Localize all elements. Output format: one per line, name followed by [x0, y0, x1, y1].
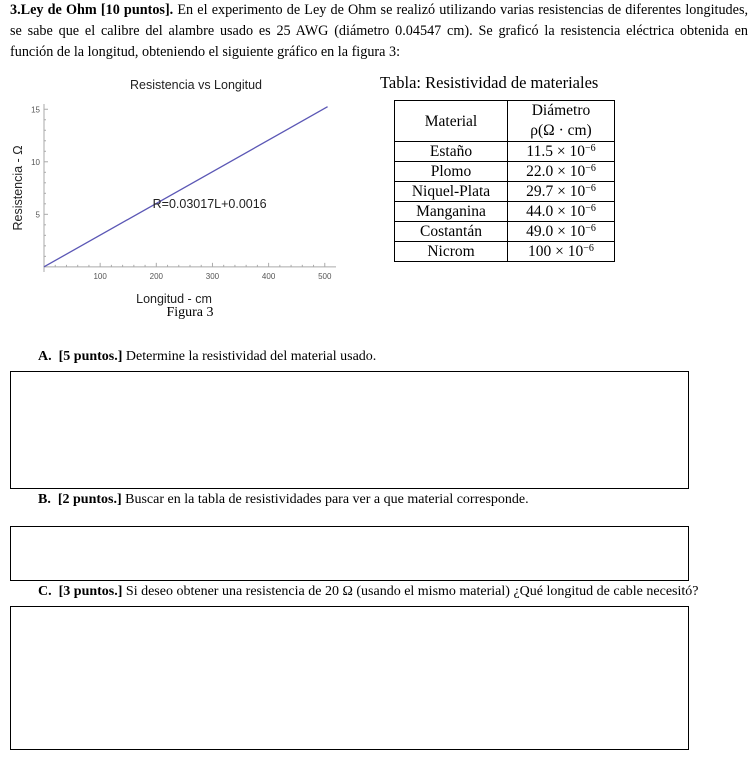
resistivity-exponent: −6: [585, 163, 596, 174]
question-b-points: [2 puntos.]: [57, 492, 122, 507]
resistivity-exponent: −6: [585, 183, 596, 194]
resistivity-mantissa: 29.7: [526, 183, 554, 200]
question-a-points: [5 puntos.]: [58, 349, 123, 364]
times-sign: ×: [557, 163, 566, 180]
table-row: [395, 142, 615, 162]
y-tick-label: 15: [31, 105, 40, 115]
answer-box-b[interactable]: [10, 526, 689, 581]
problem-text: En el experimento de Ley de Ohm se realizó utilizando varias resistencias de diferentes longitudes, se sabe que el calibre del alambre usado es 25 AWG (diámetro 0.04547 cm). Se graficó la resistencia eléctrica obtenida en función de la longitud, obteniendo el siguiente gráfico en la figura 3:: [10, 2, 749, 60]
table-row: [395, 242, 615, 262]
material-cell: Nicrom: [395, 242, 508, 262]
table-header-material: Material: [395, 101, 508, 142]
resistivity-cell: [508, 202, 615, 222]
resistivity-cell: [508, 222, 615, 242]
resistivity-mantissa: 49.0: [526, 223, 554, 240]
question-a-label: A.: [38, 349, 52, 364]
chart-svg: [8, 72, 348, 322]
problem-heading: 3.Ley de Ohm [10 puntos].: [10, 2, 174, 18]
answer-box-c[interactable]: [10, 606, 689, 750]
times-sign: ×: [556, 143, 566, 160]
figure-caption: Figura 3: [166, 305, 214, 320]
question-a-text: Determine la resistividad del material usado.: [125, 349, 377, 364]
resistivity-mantissa: 11.5: [526, 143, 553, 160]
x-axis-label: Longitud - cm: [136, 292, 212, 306]
problem-statement: [10, 0, 748, 63]
resistivity-mantissa: 100: [528, 243, 552, 260]
question-b-text: Buscar en la tabla de resistividades para ver a que material corresponde.: [125, 492, 529, 507]
table-row: [395, 162, 615, 182]
x-tick-label: 300: [205, 271, 220, 281]
table-header-diameter: [508, 101, 615, 142]
resistance-chart: [8, 72, 348, 322]
resistivity-exponent: −6: [585, 203, 596, 214]
question-c-label: C.: [38, 584, 52, 599]
resistivity-base: 10: [569, 163, 586, 180]
table-title: Tabla: Resistividad de materiales: [380, 73, 599, 92]
resistivity-cell: [508, 242, 615, 262]
x-tick-label: 400: [261, 271, 276, 281]
resistivity-cell: [508, 182, 615, 202]
x-tick-label: 500: [318, 271, 332, 281]
resistivity-cell: [508, 142, 615, 162]
table-row: [395, 182, 615, 202]
series-line: [44, 107, 328, 267]
resistivity-base: 10: [569, 203, 586, 220]
table-row: [395, 222, 615, 242]
x-tick-label: 200: [149, 271, 163, 281]
table-row: [395, 202, 615, 222]
y-tick-label: 5: [35, 210, 40, 220]
resistivity-base: 10: [567, 243, 584, 260]
resistivity-cell: [508, 162, 615, 182]
material-cell: Costantán: [395, 222, 508, 242]
material-cell: Estaño: [395, 142, 508, 162]
question-c-text: Si deseo obtener una resistencia de 20 Ω (usando el mismo material) ¿Qué longitud de cable necesitó?: [125, 584, 699, 599]
question-b-label: B.: [38, 492, 51, 507]
resistivity-base: 10: [569, 183, 586, 200]
y-tick-label: 10: [31, 157, 40, 167]
table-body: [395, 142, 615, 262]
material-cell: Manganina: [395, 202, 508, 222]
times-sign: ×: [557, 183, 566, 200]
resistivity-exponent: −6: [583, 243, 594, 254]
fit-equation-label: R=0.03017L+0.0016: [152, 197, 267, 212]
question-c-points: [3 puntos.]: [58, 584, 123, 599]
answer-box-a[interactable]: [10, 371, 689, 489]
resistivity-mantissa: 44.0: [526, 203, 554, 220]
material-cell: Plomo: [395, 162, 508, 182]
question-a: [38, 349, 376, 365]
x-tick-label: 100: [93, 271, 107, 281]
material-cell: Niquel-Plata: [395, 182, 508, 202]
resistivity-exponent: −6: [584, 143, 596, 154]
resistivity-table: [394, 100, 615, 262]
resistivity-base: 10: [569, 223, 586, 240]
times-sign: ×: [557, 223, 566, 240]
question-b: [38, 492, 529, 508]
times-sign: ×: [557, 203, 566, 220]
y-axis-label: Resistencia - Ω: [11, 145, 25, 231]
resistivity-mantissa: 22.0: [526, 163, 554, 180]
table-header-diameter-unit: ρ(Ω · cm): [530, 122, 592, 139]
chart-title: Resistencia vs Longitud: [129, 78, 263, 92]
resistivity-base: 10: [569, 143, 585, 160]
times-sign: ×: [555, 243, 564, 260]
table-header-diameter-label: Diámetro: [531, 102, 591, 119]
resistivity-exponent: −6: [585, 223, 596, 234]
question-c: [38, 584, 698, 600]
